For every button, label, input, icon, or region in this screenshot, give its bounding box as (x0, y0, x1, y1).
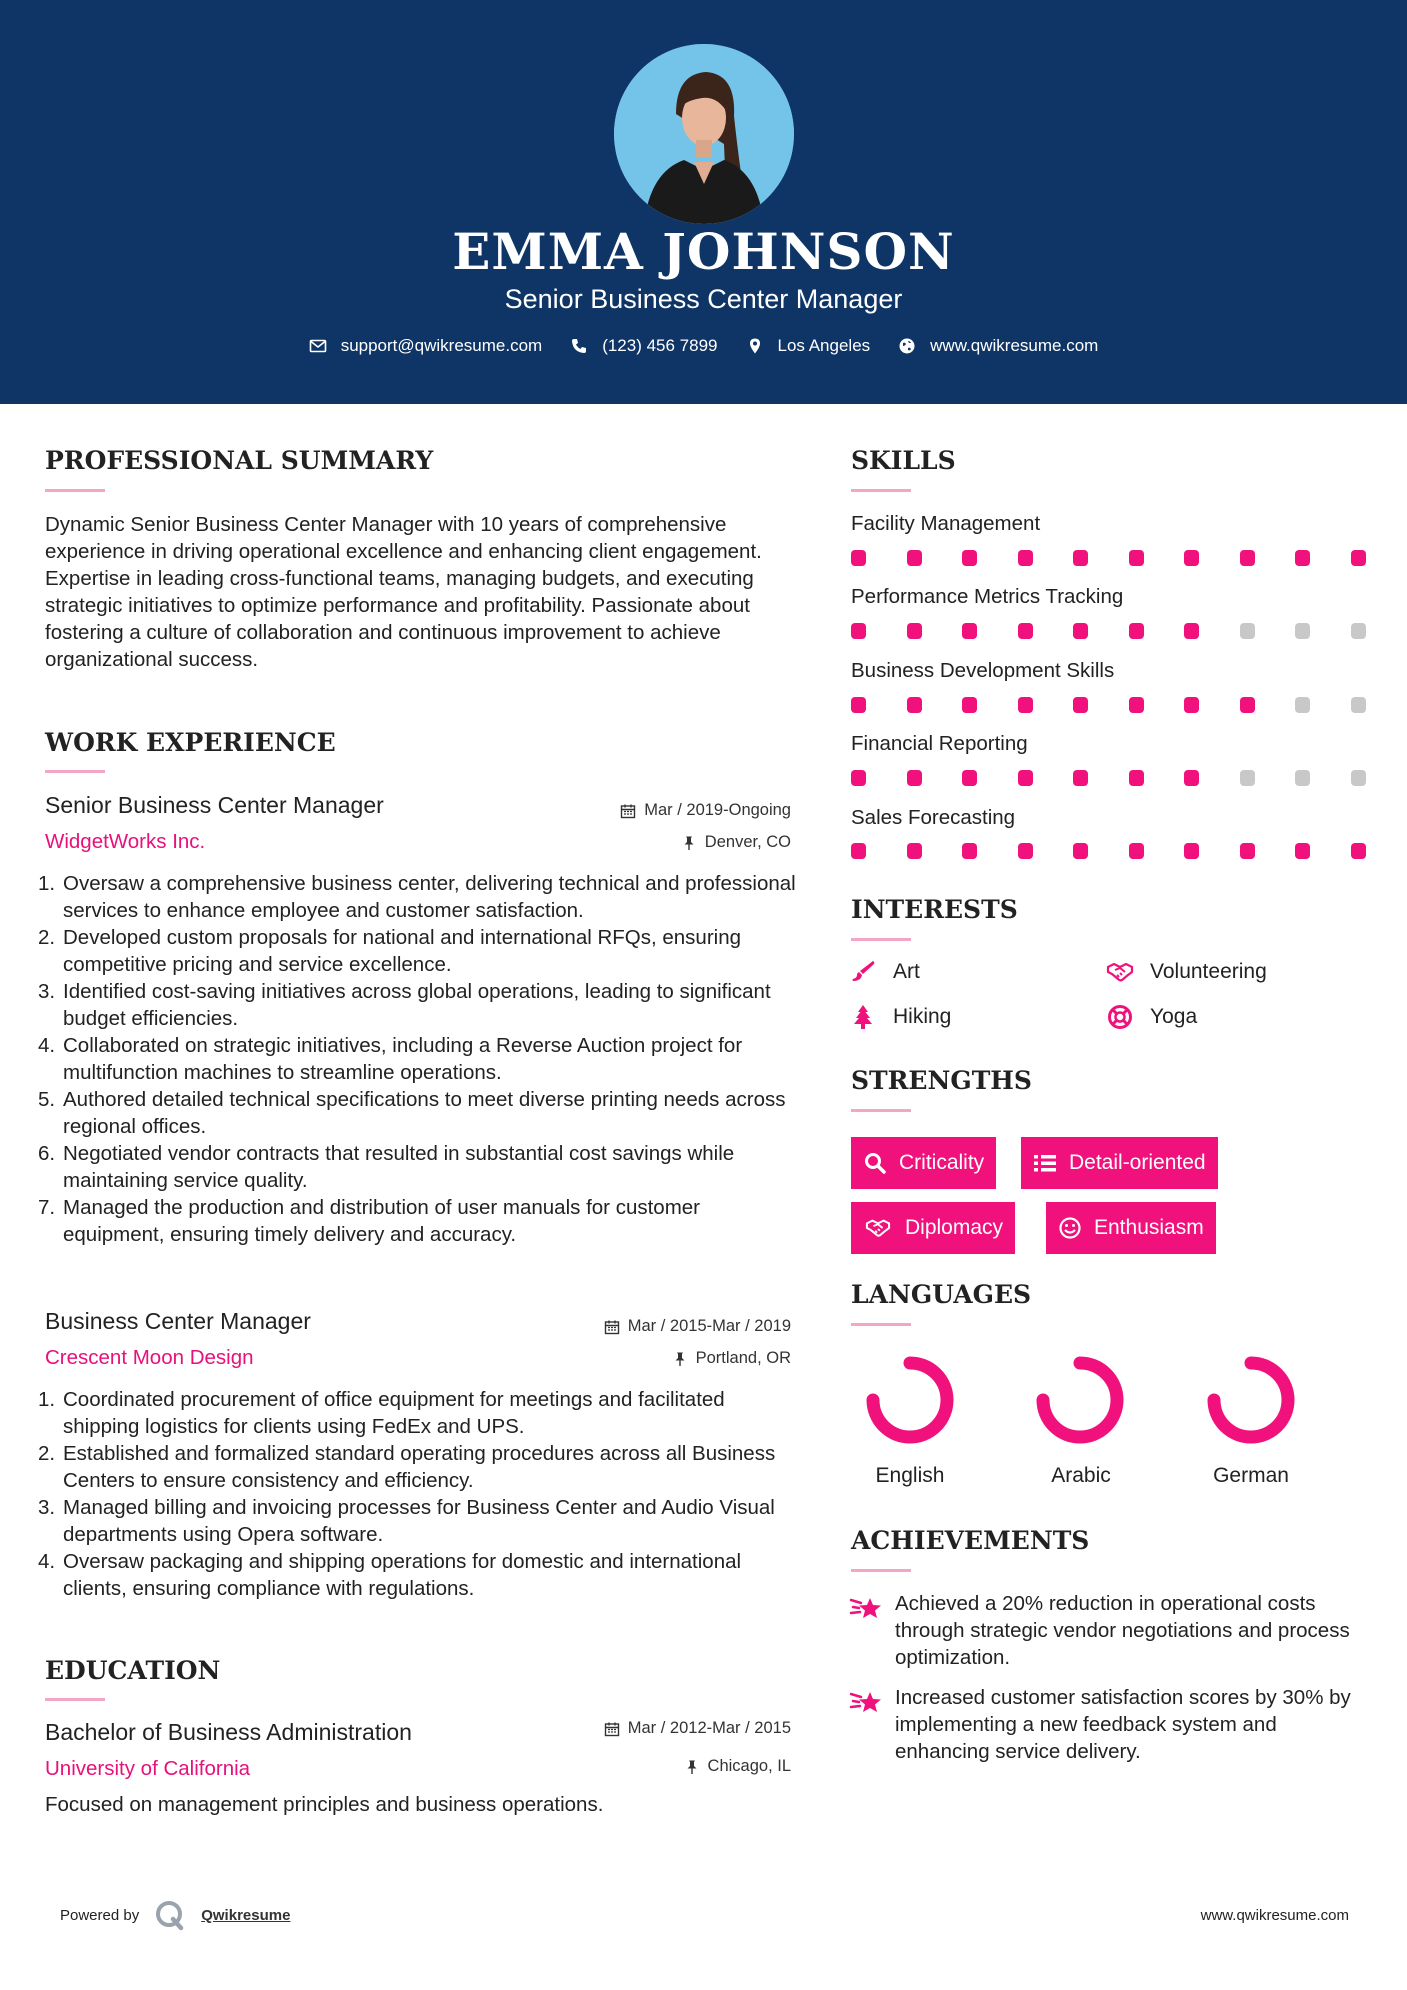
school-name: University of California (45, 1757, 251, 1780)
list-item: 2. Developed custom proposals for national and international RFQs, ensuring competitive pricing and service excellence. (38, 926, 742, 976)
strength-badge (1046, 1202, 1216, 1254)
qwikresume-link[interactable]: Qwikresume (201, 1906, 291, 1924)
footer-website[interactable]: www.qwikresume.com (1200, 1907, 1349, 1924)
job-dates-text: Mar / 2019-Ongoing (644, 801, 791, 819)
shooting-star-icon (849, 1592, 885, 1624)
education-heading: EDUCATION (45, 1656, 221, 1685)
skill-dot-empty (1240, 623, 1255, 639)
skill-dot-empty (1351, 623, 1366, 639)
list-item: 4. Collaborated on strategic initiatives, including a Reverse Auction project for multifunction machines to streamline operations. (38, 1034, 743, 1084)
skill-dot-filled (962, 770, 977, 786)
skill-dot-filled (1129, 697, 1144, 713)
strength-label: Diplomacy (905, 1216, 1004, 1239)
interests-heading: INTERESTS (851, 895, 1018, 924)
job-dates-text: Mar / 2015-Mar / 2019 (627, 1317, 791, 1335)
contact-phone[interactable] (570, 336, 717, 356)
skill-rating (851, 623, 1364, 639)
profile-photo (614, 44, 794, 224)
smile-icon (1058, 1216, 1082, 1240)
qwikresume-logo-icon (153, 1898, 187, 1932)
interest-label: Art (893, 960, 920, 983)
skill-dot-filled (1018, 843, 1033, 859)
skill-dot-filled (1240, 843, 1255, 859)
skill-rating (851, 770, 1364, 786)
skill-dot-filled (1184, 843, 1199, 859)
strength-label: Detail-oriented (1069, 1151, 1206, 1174)
contact-location (746, 336, 871, 356)
candidate-name: EMMA JOHNSON (452, 222, 955, 281)
language-name: German (1213, 1464, 1289, 1487)
strength-label: Criticality (899, 1151, 985, 1174)
skill-dot-filled (962, 697, 977, 713)
skill-rating (851, 550, 1364, 566)
skill-dot-filled (851, 697, 866, 713)
achievements-heading: ACHIEVEMENTS (851, 1526, 1090, 1555)
website-text: www.qwikresume.com (930, 336, 1099, 355)
language-ring-arc (873, 1363, 947, 1437)
skill-dot-filled (1184, 550, 1199, 566)
contact-website[interactable] (898, 336, 1098, 356)
job-company: Crescent Moon Design (45, 1346, 254, 1369)
job-duties (38, 870, 798, 1248)
skill-dot-filled (851, 550, 866, 566)
globe-icon (898, 337, 916, 355)
skill-dot-filled (1073, 623, 1088, 639)
job-title: Business Center Manager (45, 1308, 311, 1334)
skill-dot-empty (1351, 697, 1366, 713)
skill-dot-filled (1129, 770, 1144, 786)
contact-bar (0, 336, 1407, 356)
skill-dot-filled (1184, 697, 1199, 713)
skill-dot-filled (1018, 770, 1033, 786)
calendar-icon (604, 1721, 620, 1737)
interest-label: Yoga (1150, 1005, 1198, 1028)
skill-dot-filled (1073, 843, 1088, 859)
achievements-underline (851, 1569, 911, 1572)
experience-underline (45, 770, 105, 773)
skill-dot-filled (907, 697, 922, 713)
skill-dot-filled (1295, 550, 1310, 566)
skill-dot-empty (1295, 770, 1310, 786)
education-dates (604, 1719, 791, 1738)
list-item: 5. Authored detailed technical specifications to meet diverse printing needs across regional offices. (38, 1088, 786, 1138)
phone-text: (123) 456 7899 (602, 336, 718, 355)
skill-dot-filled (1184, 623, 1199, 639)
skill-dot-empty (1240, 770, 1255, 786)
skill-dot-empty (1351, 770, 1366, 786)
skill-name: Business Development Skills (851, 659, 1115, 682)
language-ring-arc (1214, 1363, 1288, 1437)
strength-label: Enthusiasm (1094, 1216, 1204, 1239)
skill-dot-filled (1184, 770, 1199, 786)
list-item: 2. Established and formalized standard operating procedures across all Business Centers to ensure consistency and efficiency. (38, 1442, 776, 1492)
handshake-icon (1106, 959, 1134, 985)
skill-dot-filled (1073, 550, 1088, 566)
strengths-underline (851, 1109, 911, 1112)
skill-dot-filled (1018, 550, 1033, 566)
job-company: WidgetWorks Inc. (45, 830, 206, 853)
skill-dot-filled (907, 770, 922, 786)
skill-dot-filled (962, 623, 977, 639)
calendar-icon (620, 803, 636, 819)
calendar-icon (604, 1319, 620, 1335)
skill-dot-filled (851, 770, 866, 786)
strengths-heading: STRENGTHS (851, 1066, 1032, 1095)
skill-dot-filled (907, 623, 922, 639)
skill-dot-filled (962, 843, 977, 859)
summary-underline (45, 489, 105, 492)
language-name: English (875, 1464, 945, 1487)
education-dates-text: Mar / 2012-Mar / 2015 (627, 1719, 791, 1737)
skill-dot-filled (1351, 843, 1366, 859)
job-dates (620, 801, 791, 820)
map-pin-icon (746, 337, 764, 355)
skill-name: Facility Management (851, 512, 1041, 535)
interest-item (849, 1004, 951, 1030)
job-title: Senior Business Center Manager (45, 792, 384, 818)
language-gauge (1201, 1350, 1301, 1450)
skill-dot-filled (1129, 843, 1144, 859)
skill-dot-filled (962, 550, 977, 566)
languages-heading: LANGUAGES (851, 1280, 1032, 1309)
skill-rating (851, 843, 1364, 859)
degree-title: Bachelor of Business Administration (45, 1719, 412, 1745)
envelope-icon (309, 337, 327, 355)
education-location-text: Chicago, IL (707, 1757, 791, 1775)
list-icon (1033, 1151, 1057, 1175)
candidate-title: Senior Business Center Manager (504, 284, 903, 314)
interest-item (1106, 1004, 1197, 1030)
skills-underline (851, 489, 911, 492)
handshake-icon (863, 1216, 893, 1240)
skills-heading: SKILLS (851, 446, 956, 475)
skill-dot-empty (1295, 623, 1310, 639)
education-description: Focused on management principles and business operations. (45, 1793, 604, 1816)
skill-dot-filled (1129, 550, 1144, 566)
summary-heading: PROFESSIONAL SUMMARY (45, 446, 434, 475)
education-underline (45, 1698, 105, 1701)
pushpin-icon (672, 1351, 688, 1367)
search-icon (863, 1151, 887, 1175)
job-location (681, 833, 791, 852)
skill-name: Performance Metrics Tracking (851, 585, 1124, 608)
job-duties (38, 1386, 798, 1602)
interest-label: Hiking (893, 1005, 952, 1028)
interests-underline (851, 938, 911, 941)
skill-dot-empty (1295, 697, 1310, 713)
experience-heading: WORK EXPERIENCE (45, 728, 336, 757)
skill-dot-filled (1018, 623, 1033, 639)
achievement-text: Increased customer satisfaction scores by 30% by implementing a new feedback system and enhancing service delivery. (895, 1686, 1351, 1763)
language-gauge (1030, 1350, 1130, 1450)
job-location-text: Portland, OR (695, 1349, 791, 1367)
footer-powered-by (60, 1898, 290, 1932)
skill-name: Sales Forecasting (851, 806, 1016, 829)
skill-dot-filled (1073, 770, 1088, 786)
list-item: 3. Identified cost-saving initiatives across global operations, leading to significant budget efficiencies. (38, 980, 771, 1030)
phone-icon (570, 337, 588, 355)
skill-rating (851, 697, 1364, 713)
powered-by-text: Powered by (60, 1906, 140, 1924)
language-ring-arc (1043, 1363, 1117, 1437)
language-name: Arabic (1051, 1464, 1111, 1487)
list-item: 1. Coordinated procurement of office equipment for meetings and facilitated shipping logistics for clients using FedEx and UPS. (38, 1388, 725, 1438)
skill-dot-filled (1240, 697, 1255, 713)
language-gauge (860, 1350, 960, 1450)
job-location (672, 1349, 791, 1368)
interest-item (849, 959, 920, 985)
pushpin-icon (684, 1759, 700, 1775)
job-dates (604, 1317, 791, 1336)
skill-name: Financial Reporting (851, 732, 1028, 755)
summary-text: Dynamic Senior Business Center Manager with 10 years of comprehensive experience in driving operational excellence and enhancing client engagement. Expertise in leading cross-functional teams, managing budgets, and executing strategic initiatives to optimize performance and profitability. Passionate about fostering a culture of collaboration and continuous improvement to achieve organizational success. (45, 513, 762, 671)
list-item: 1. Oversaw a comprehensive business center, delivering technical and professional services to enhance employee and customer satisfaction. (38, 872, 796, 922)
contact-email[interactable] (309, 336, 543, 356)
location-text: Los Angeles (777, 336, 871, 355)
achievement-text: Achieved a 20% reduction in operational costs through strategic vendor negotiations and process optimization. (895, 1592, 1350, 1669)
skill-dot-filled (1073, 697, 1088, 713)
education-location (684, 1757, 791, 1776)
list-item: 3. Managed billing and invoicing processes for Business Center and Audio Visual departments using Opera software. (38, 1496, 775, 1546)
lifebuoy-icon (1106, 1004, 1134, 1030)
achievement-item (849, 1684, 1369, 1765)
languages-underline (851, 1323, 911, 1326)
strength-badge (851, 1137, 996, 1189)
shooting-star-icon (849, 1686, 885, 1718)
skill-dot-filled (851, 623, 866, 639)
strength-badge (1021, 1137, 1218, 1189)
interest-item (1106, 959, 1267, 985)
paintbrush-icon (849, 959, 877, 985)
strength-badge (851, 1202, 1015, 1254)
achievement-item (849, 1590, 1369, 1671)
skill-dot-filled (851, 843, 866, 859)
skill-dot-filled (1018, 697, 1033, 713)
skill-dot-filled (1295, 843, 1310, 859)
list-item: 7. Managed the production and distribution of user manuals for customer equipment, ensuring timely delivery and accuracy. (38, 1196, 701, 1246)
header-banner (0, 0, 1407, 404)
skill-dot-filled (1351, 550, 1366, 566)
skill-dot-filled (907, 843, 922, 859)
pushpin-icon (681, 835, 697, 851)
skill-dot-filled (907, 550, 922, 566)
email-text: support@qwikresume.com (340, 336, 543, 355)
job-location-text: Denver, CO (704, 833, 791, 851)
tree-icon (849, 1004, 877, 1030)
skill-dot-filled (1240, 550, 1255, 566)
interest-label: Volunteering (1150, 960, 1267, 983)
list-item: 6. Negotiated vendor contracts that resulted in substantial cost savings while maintaining service quality. (38, 1142, 735, 1192)
list-item: 4. Oversaw packaging and shipping operations for domestic and international clients, ensuring compliance with regulations. (38, 1550, 742, 1600)
skill-dot-filled (1129, 623, 1144, 639)
